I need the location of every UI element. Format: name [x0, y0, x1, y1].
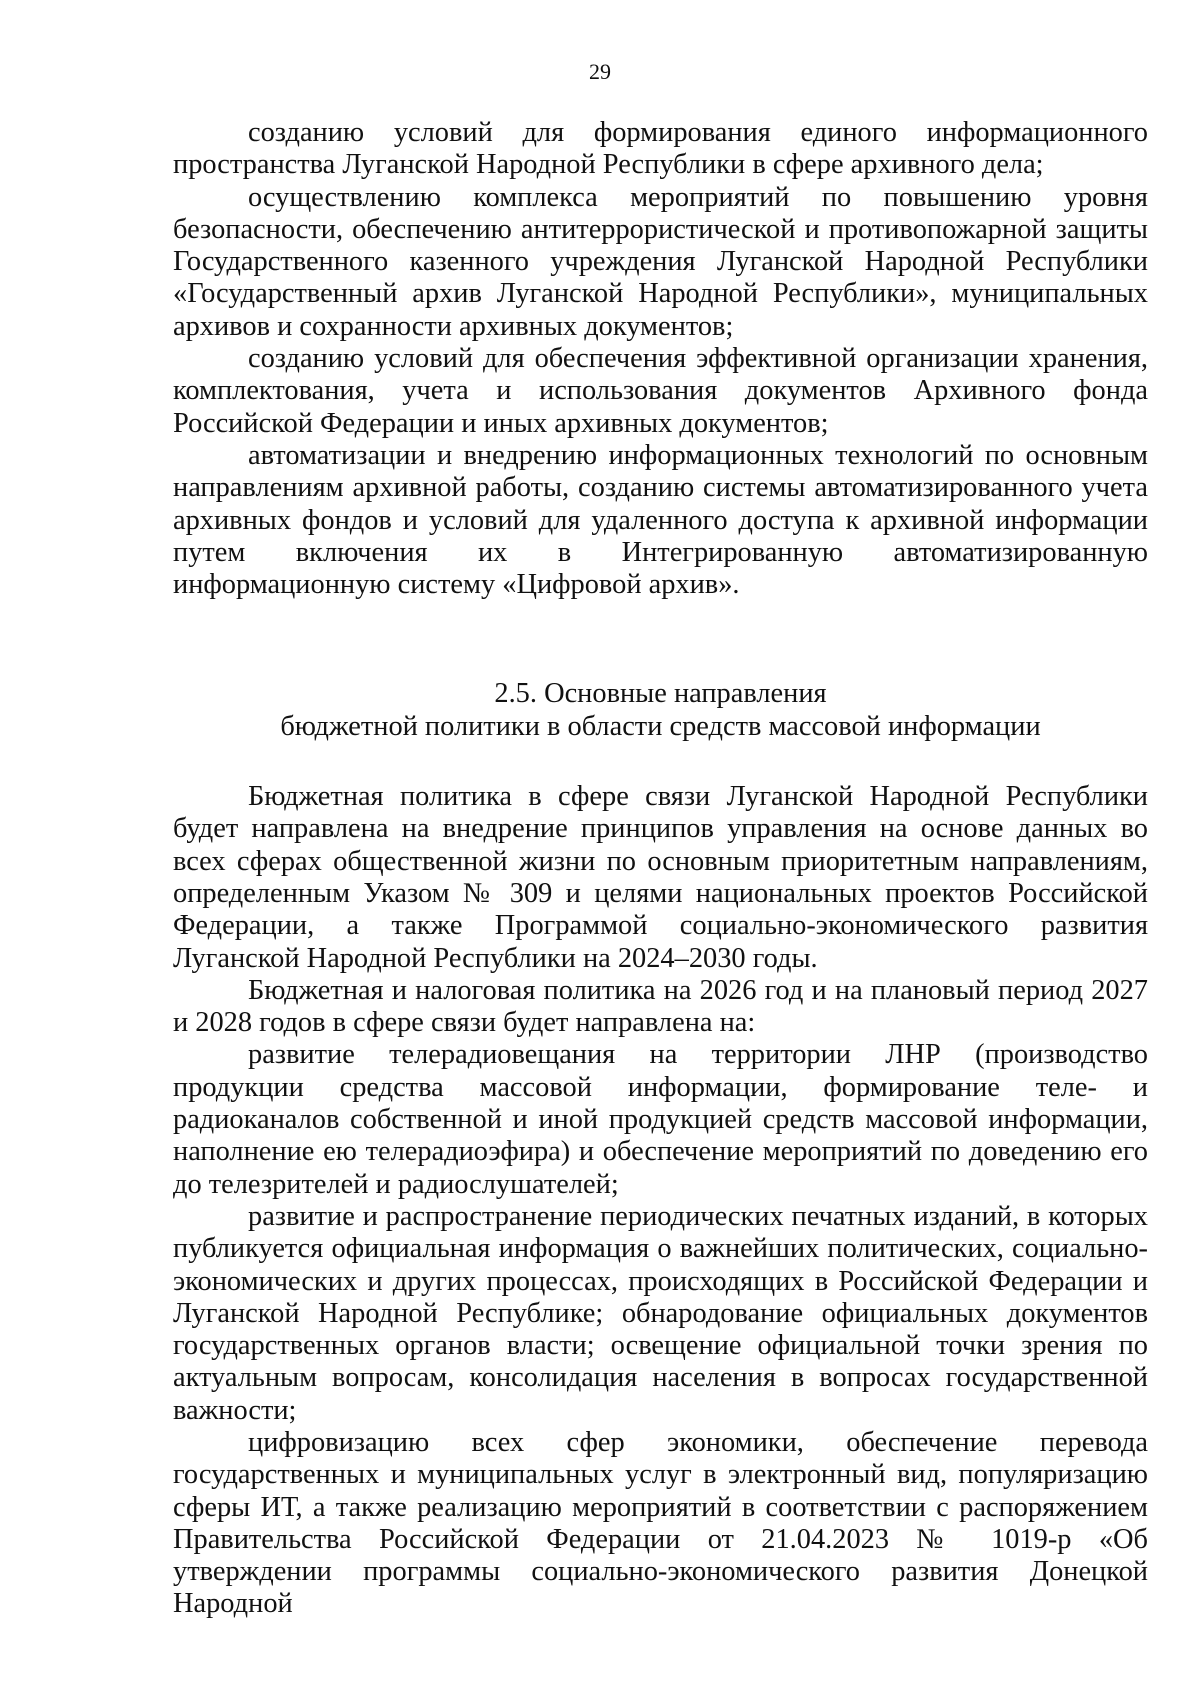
paragraph: Бюджетная и налоговая политика на 2026 год и на плановый период 2027 и 2028 годов в сфере связи будет направлена на: — [173, 974, 1148, 1039]
paragraph: автоматизации и внедрению информационных технологий по основным направлениям архивной работы, созданию системы автоматизированного учета архивных фондов и условий для удаленного доступа к архивной информации путем включения их в Интегрированную автоматизированную информационную систему «Цифровой архив». — [173, 439, 1148, 601]
media-policy-section — [173, 781, 1148, 1621]
paragraph: созданию условий для формирования единого информационного пространства Луганской Народной Республики в сфере архивного дела; — [173, 117, 1148, 181]
paragraph: цифровизацию всех сфер экономики, обеспечение перевода государственных и муниципальных услуг в электронный вид, популяризацию сферы ИТ, а также реализацию мероприятий в соответствии с распоряжением Правительства Российской Федерации от 21.04.2023 № 1019-р «Об утверждении программы социально-экономического развития Донецкой Народной — [173, 1426, 1148, 1620]
section-heading-line-2: бюджетной политики в области средств массовой информации — [280, 710, 1041, 742]
paragraph: развитие и распространение периодических печатных изданий, в которых публикуется официальная информация о важнейших политических, социально-экономических и других процессах, происходящих в Российской Федерации и Луганской Народной Республике; обнародование официальных документов государственных органов власти; освещение официальной точки зрения по актуальным вопросам, консолидация населения в вопросах государственной важности; — [173, 1200, 1148, 1426]
spacer — [173, 743, 1148, 781]
section-heading-line-1: 2.5. Основные направления — [494, 678, 827, 710]
paragraph: созданию условий для обеспечения эффективной организации хранения, комплектования, учета и использования документов Архивного фонда Российской Федерации и иных архивных документов; — [173, 343, 1148, 439]
document-body — [173, 117, 1148, 1621]
archive-measures-section — [173, 117, 1148, 601]
paragraph: развитие телерадиовещания на территории ЛНР (производство продукции средства массовой информации, формирование теле- и радиоканалов собственной и иной продукцией средств массовой информации, наполнение ею телерадиоэфира) и обеспечение мероприятий по доведению его до телезрителей и радиослушателей; — [173, 1039, 1148, 1200]
paragraph: Бюджетная политика в сфере связи Луганской Народной Республики будет направлена на внедрение принципов управления на основе данных во всех сферах общественной жизни по основным приоритетным направлениям, определенным Указом № 309 и целями национальных проектов Российской Федерации, а также Программой социально-экономического развития Луганской Народной Республики на 2024–2030 годы. — [173, 781, 1148, 974]
spacer — [173, 601, 1148, 678]
paragraph: осуществлению комплекса мероприятий по повышению уровня безопасности, обеспечению антитеррористической и противопожарной защиты Государственного казенного учреждения Луганской Народной Республики «Государственный архив Луганской Народной Республики», муниципальных архивов и сохранности архивных документов; — [173, 181, 1148, 342]
section-heading — [173, 678, 1148, 743]
page-number: 29 — [589, 59, 611, 84]
